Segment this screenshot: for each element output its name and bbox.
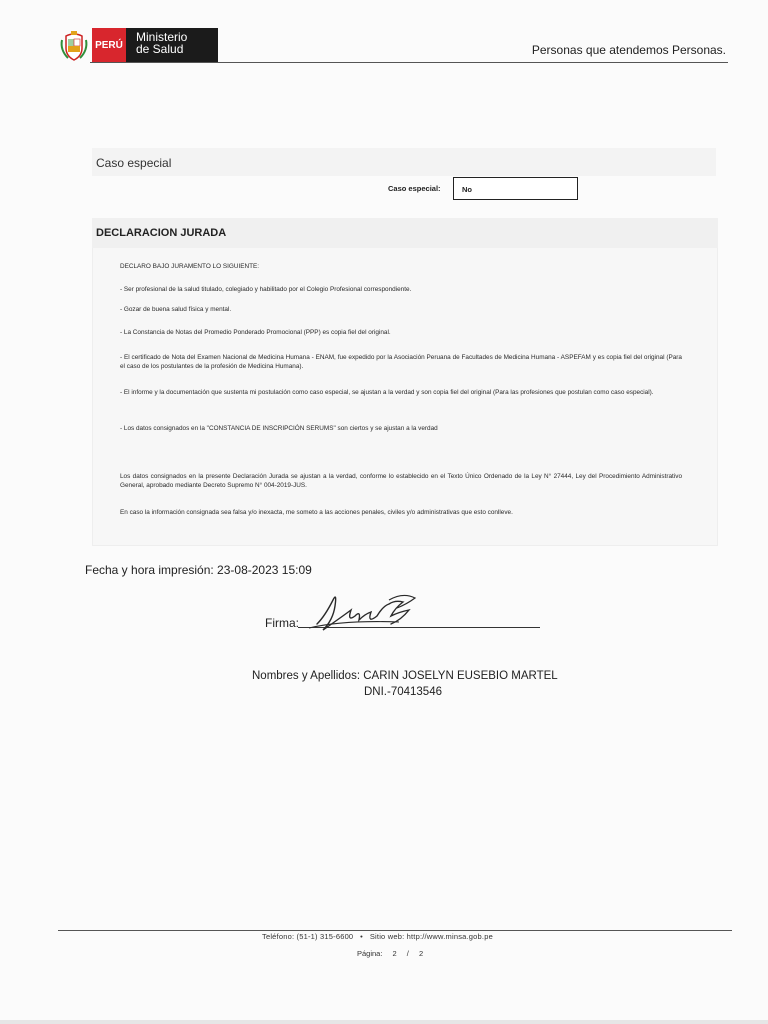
footer-contact: Teléfono: (51-1) 315-6600 • Sitio web: http://www.minsa.gob.pe	[262, 932, 493, 941]
page-separator: /	[406, 949, 409, 958]
scan-edge	[0, 1020, 768, 1024]
signer-dni: DNI.-70413546	[364, 686, 442, 698]
declaration-intro: DECLARO BAJO JURAMENTO LO SIGUIENTE:	[120, 263, 260, 270]
print-date: Fecha y hora impresión: 23-08-2023 15:09	[85, 563, 312, 577]
header-motto: Personas que atendemos Personas.	[531, 43, 726, 57]
handwritten-signature	[303, 586, 423, 638]
declaration-item: - El certificado de Nota del Examen Nacional de Medicina Humana - ENAM, fue expedido por la Asociación Peruana de Facultades de Medicina Humana - ASPEFAM y es copia fiel del original (Para el caso de los postulantes de la profesión de Medicina Humana).	[120, 354, 682, 370]
declaration-item: - Los datos consignados en la "CONSTANCIA DE INSCRIPCIÓN SERUMS" son ciertos y se ajustan a la verdad	[120, 425, 438, 432]
declaration-item: - Ser profesional de la salud titulado, colegiado y habilitado por el Colegio Profesional correspondiente.	[120, 286, 412, 293]
case-field-value: No	[453, 177, 578, 200]
header-divider	[90, 62, 728, 63]
page-current: 2	[392, 949, 397, 958]
declaration-closing-penalty: En caso la información consignada sea falsa y/o inexacta, me someto a las acciones penales, civiles y/o administrativas que esto conlleve.	[120, 509, 513, 516]
footer-divider	[58, 930, 732, 931]
signature-label: Firma:	[265, 616, 299, 630]
case-section-band	[92, 148, 716, 176]
coat-of-arms-icon	[58, 30, 90, 62]
logo-peru: PERÚ	[92, 28, 126, 62]
declaration-closing-legal: Los datos consignados en la presente Declaración Jurada se ajustan a la verdad, conforme lo establecido en el Texto Único Ordenado de la Ley N° 27444, Ley del Procedimiento Administrativo General, aprobado mediante Decreto Supremo N° 004-2019-JUS.	[120, 473, 682, 489]
logo-ministerio-line1: Ministerio	[136, 30, 188, 44]
signer-names: Nombres y Apellidos: CARIN JOSELYN EUSEBIO MARTEL	[252, 670, 558, 682]
declaration-title: DECLARACION JURADA	[96, 227, 227, 239]
declaration-item: - La Constancia de Notas del Promedio Ponderado Promocional (PPP) es copia fiel del original.	[120, 329, 391, 336]
case-section-title: Caso especial	[96, 156, 172, 170]
case-field-label: Caso especial:	[388, 184, 441, 193]
declaration-item: - Gozar de buena salud física y mental.	[120, 306, 232, 313]
footer-page-number	[357, 949, 423, 958]
page-label: Página:	[357, 949, 383, 958]
logo-ministerio-line2: de Salud	[136, 42, 184, 56]
declaration-item: - El informe y la documentación que sustenta mi postulación como caso especial, se ajustan a la verdad y son copia fiel del original (Para las profesiones que postulan como caso especial).	[120, 389, 654, 396]
logo-ministerio	[126, 28, 218, 62]
page-total: 2	[418, 949, 424, 958]
